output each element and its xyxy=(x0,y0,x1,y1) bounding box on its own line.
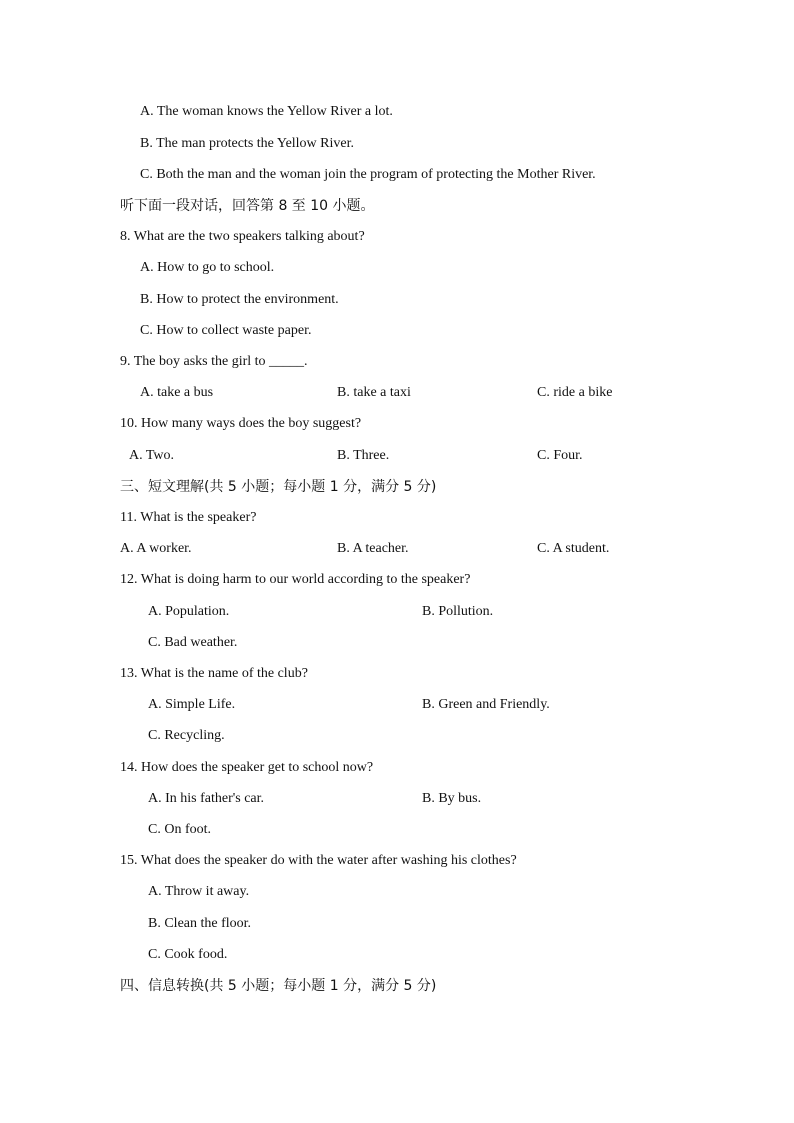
q15-option-a: A. Throw it away. xyxy=(148,884,250,899)
q15-option-b: B. Clean the floor. xyxy=(148,916,252,931)
q14-option-b: B. By bus. xyxy=(422,791,482,806)
q8-option-b: B. How to protect the environment. xyxy=(140,292,339,307)
q12-stem: 12. What is doing harm to our world according to the speaker? xyxy=(120,572,471,587)
q7-option-c: C. Both the man and the woman join the program of protecting the Mother River. xyxy=(140,167,596,182)
q10-option-c: C. Four. xyxy=(537,448,583,463)
q13-option-a: A. Simple Life. xyxy=(148,697,236,712)
q11-option-b: B. A teacher. xyxy=(337,541,409,556)
q9-option-b: B. take a taxi xyxy=(337,385,411,400)
q15-option-c: C. Cook food. xyxy=(148,947,228,962)
q12-option-c: C. Bad weather. xyxy=(148,635,238,650)
q13-option-b: B. Green and Friendly. xyxy=(422,697,550,712)
q12-option-a: A. Population. xyxy=(148,604,230,619)
instruction-8-10: 听下面一段对话，回答第 8 至 10 小题。 xyxy=(120,198,375,214)
q11-option-c: C. A student. xyxy=(537,541,610,556)
q15-stem: 15. What does the speaker do with the water after washing his clothes? xyxy=(120,853,517,868)
q10-option-a: A. Two. xyxy=(129,448,175,463)
section-4-heading: 四、信息转换(共 5 小题；每小题 1 分，满分 5 分) xyxy=(120,978,437,994)
q13-option-c: C. Recycling. xyxy=(148,728,225,743)
q10-option-b: B. Three. xyxy=(337,448,390,463)
q14-option-a: A. In his father's car. xyxy=(148,791,265,806)
q9-option-c: C. ride a bike xyxy=(537,385,613,400)
q11-stem: 11. What is the speaker? xyxy=(120,510,257,525)
q8-stem: 8. What are the two speakers talking about? xyxy=(120,229,365,244)
section-3-heading: 三、短文理解(共 5 小题；每小题 1 分，满分 5 分) xyxy=(120,479,437,495)
q8-option-c: C. How to collect waste paper. xyxy=(140,323,312,338)
q7-option-a: A. The woman knows the Yellow River a lot. xyxy=(140,104,393,119)
q14-option-c: C. On foot. xyxy=(148,822,211,837)
q9-option-a: A. take a bus xyxy=(140,385,214,400)
q10-stem: 10. How many ways does the boy suggest? xyxy=(120,416,362,431)
q9-stem: 9. The boy asks the girl to _____. xyxy=(120,354,308,369)
q11-option-a: A. A worker. xyxy=(120,541,192,556)
q8-option-a: A. How to go to school. xyxy=(140,260,275,275)
q12-option-b: B. Pollution. xyxy=(422,604,494,619)
q13-stem: 13. What is the name of the club? xyxy=(120,666,308,681)
q14-stem: 14. How does the speaker get to school now? xyxy=(120,760,374,775)
q7-option-b: B. The man protects the Yellow River. xyxy=(140,136,354,151)
